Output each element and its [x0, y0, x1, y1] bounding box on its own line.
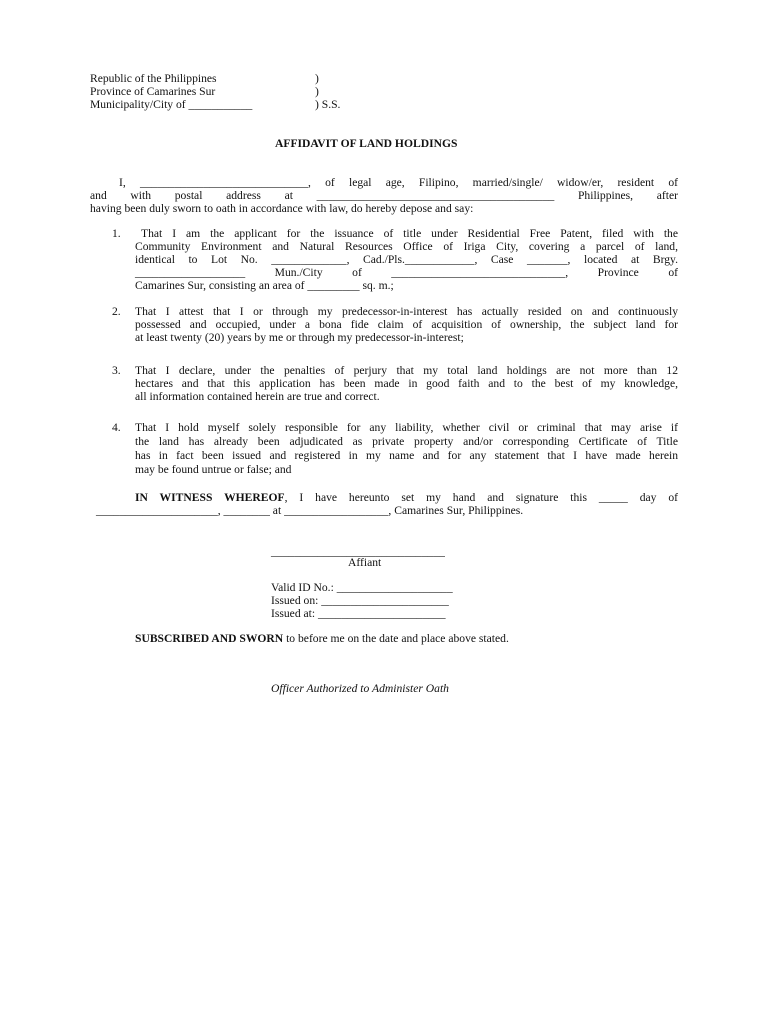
item-2-line: That I attest that I or through my predecessor-in-interest has actually resided on and continuously	[135, 305, 678, 318]
item-1-line: ___________________ Mun./City of ______________________________, Province of	[135, 266, 678, 279]
item-3-line: That I declare, under the penalties of perjury that my total land holdings are not more than 12	[135, 364, 678, 377]
item-4-line: the land has already been adjudicated as private property and/or corresponding Certificate of Title	[135, 435, 678, 448]
venue-municipality: Municipality/City of ___________	[90, 98, 253, 111]
item-number-1: 1.	[112, 227, 121, 240]
witness-heading: IN WITNESS WHEREOF	[135, 491, 285, 504]
sworn-statement	[135, 632, 509, 645]
sworn-text: to before me on the date and place above stated.	[283, 632, 509, 645]
item-1-line: Community Environment and Natural Resources Office of Iriga City, covering a parcel of land,	[135, 240, 678, 253]
item-1-line: That I am the applicant for the issuance of title under Residential Free Patent, filed with the	[141, 227, 678, 240]
intro-line-3: having been duly sworn to oath in accordance with law, do hereby depose and say:	[90, 202, 474, 215]
item-number-3: 3.	[112, 364, 121, 377]
item-1-line: identical to Lot No. _____________, Cad./Pls.____________, Case _______, located at Brgy.	[135, 253, 678, 266]
witness-line-1-text: , I have hereunto set my hand and signature this _____ day of	[284, 491, 678, 504]
valid-id-field: Valid ID No.: ____________________	[271, 581, 453, 594]
witness-line-1	[135, 491, 678, 504]
item-4-line: has in fact been issued and registered in my name and for any statement that I have made herein	[135, 449, 678, 462]
item-2-line: possessed and occupied, under a bona fide claim of acquisition of ownership, the subject land for	[135, 318, 678, 331]
intro-line-1: I, _____________________________, of legal age, Filipino, married/single/ widow/er, resident of	[119, 176, 678, 189]
sworn-heading: SUBSCRIBED AND SWORN	[135, 632, 284, 645]
item-number-4: 4.	[112, 421, 121, 434]
item-2-line: at least twenty (20) years by me or through my predecessor-in-interest;	[135, 331, 464, 344]
witness-line-2: _____________________, ________ at __________________, Camarines Sur, Philippines.	[96, 504, 524, 517]
issued-on-field: Issued on: ______________________	[271, 594, 449, 607]
venue-republic: Republic of the Philippines	[90, 72, 217, 85]
intro-line-2: and with postal address at _________________________________________ Philippines, after	[90, 189, 678, 202]
item-4-line: may be found untrue or false; and	[135, 463, 292, 476]
officer-caption: Officer Authorized to Administer Oath	[271, 682, 449, 695]
affiant-label: Affiant	[348, 556, 382, 569]
venue-paren-2: )	[315, 85, 319, 98]
item-3-line: all information contained herein are true and correct.	[135, 390, 380, 403]
item-1-line: Camarines Sur, consisting an area of _________ sq. m.;	[135, 279, 394, 292]
affiant-signature-line: ______________________________	[271, 545, 445, 558]
venue-paren-1: )	[315, 72, 319, 85]
item-4-line: That I hold myself solely responsible for any liability, whether civil or criminal that may arise if	[135, 421, 678, 434]
item-3-line: hectares and that this application has been made in good faith and to the best of my knowledge,	[135, 377, 678, 390]
item-number-2: 2.	[112, 305, 121, 318]
document-title: AFFIDAVIT OF LAND HOLDINGS	[275, 137, 458, 150]
venue-province: Province of Camarines Sur	[90, 85, 216, 98]
venue-paren-ss: ) S.S.	[315, 98, 341, 111]
issued-at-field: Issued at: ______________________	[271, 607, 446, 620]
